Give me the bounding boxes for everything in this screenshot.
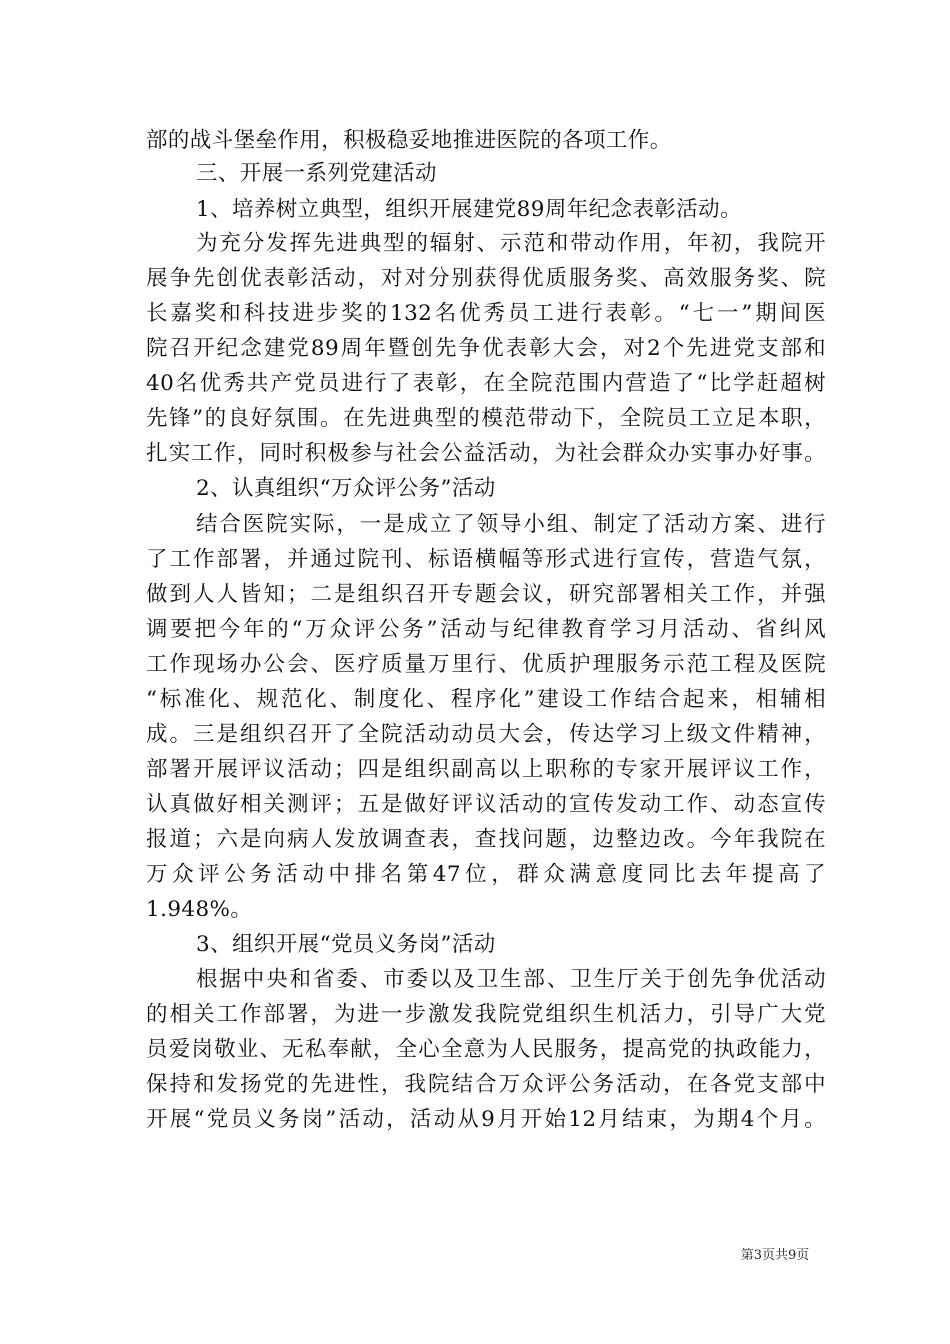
- paragraph-line: 部的战斗堡垒作用，积极稳妥地推进医院的各项工作。: [146, 128, 672, 153]
- paragraph-line: 为充分发挥先进典型的辐射、示范和带动作用，年初，我院开: [196, 231, 826, 256]
- paragraph-line: 工作现场办公会、医疗质量万里行、优质护理服务示范工程及医院: [146, 652, 826, 677]
- paragraph-line: 调要把今年的“万众评公务”活动与纪律教育学习月活动、省纠风: [146, 617, 826, 642]
- paragraph-line: 40名优秀共产党员进行了表彰，在全院范围内营造了“比学赶超树: [146, 371, 826, 396]
- paragraph-line: “标准化、规范化、制度化、程序化”建设工作结合起来，相辅相: [146, 687, 826, 712]
- paragraph-line: 院召开纪念建党89周年暨创先争优表彰大会，对2个先进党支部和: [146, 336, 826, 361]
- paragraph-line: 员爱岗敬业、无私奉献，全心全意为人民服务，提高党的执政能力，: [146, 1037, 826, 1062]
- page-number: 第3页共9页: [740, 1248, 810, 1263]
- section-heading: 三、开展一系列党建活动: [196, 161, 437, 186]
- paragraph-line: 扎实工作，同时积极参与社会公益活动，为社会群众办实事办好事。: [146, 441, 826, 466]
- paragraph-line: 认真做好相关测评；五是做好评议活动的宣传发动工作、动态宣传: [146, 792, 826, 817]
- paragraph-line: 部署开展评议活动；四是组织副高以上职称的专家开展评议工作，: [146, 757, 826, 782]
- paragraph-line: 1.948%。: [146, 897, 253, 922]
- subsection-heading: 1、培养树立典型，组织开展建党89周年纪念表彰活动。: [196, 197, 742, 222]
- paragraph-line: 报道；六是向病人发放调查表，查找问题，边整边改。今年我院在: [146, 827, 826, 852]
- subsection-heading: 3、组织开展“党员义务岗”活动: [196, 932, 496, 957]
- paragraph-line: 成。三是组织召开了全院活动动员大会，传达学习上级文件精神，: [146, 722, 826, 747]
- paragraph-line: 开展“党员义务岗”活动，活动从9月开始12月结束，为期4个月。: [146, 1107, 826, 1132]
- paragraph-line: 先锋”的良好氛围。在先进典型的模范带动下，全院员工立足本职，: [146, 406, 826, 431]
- paragraph-line: 根据中央和省委、市委以及卫生部、卫生厅关于创先争优活动: [196, 967, 826, 992]
- paragraph-line: 长嘉奖和科技进步奖的132名优秀员工进行表彰。“七一”期间医: [146, 301, 826, 326]
- paragraph-line: 了工作部署，并通过院刊、标语横幅等形式进行宣传，营造气氛，: [146, 547, 826, 572]
- paragraph-line: 保持和发扬党的先进性，我院结合万众评公务活动，在各党支部中: [146, 1072, 826, 1097]
- paragraph-line: 的相关工作部署，为进一步激发我院党组织生机活力，引导广大党: [146, 1002, 826, 1027]
- subsection-heading: 2、认真组织“万众评公务”活动: [196, 476, 496, 501]
- paragraph-line: 万众评公务活动中排名第47位，群众满意度同比去年提高了: [146, 862, 826, 887]
- paragraph-line: 展争先创优表彰活动，对对分别获得优质服务奖、高效服务奖、院: [146, 266, 826, 291]
- paragraph-line: 结合医院实际，一是成立了领导小组、制定了活动方案、进行: [196, 512, 826, 537]
- paragraph-line: 做到人人皆知；二是组织召开专题会议，研究部署相关工作，并强: [146, 582, 826, 607]
